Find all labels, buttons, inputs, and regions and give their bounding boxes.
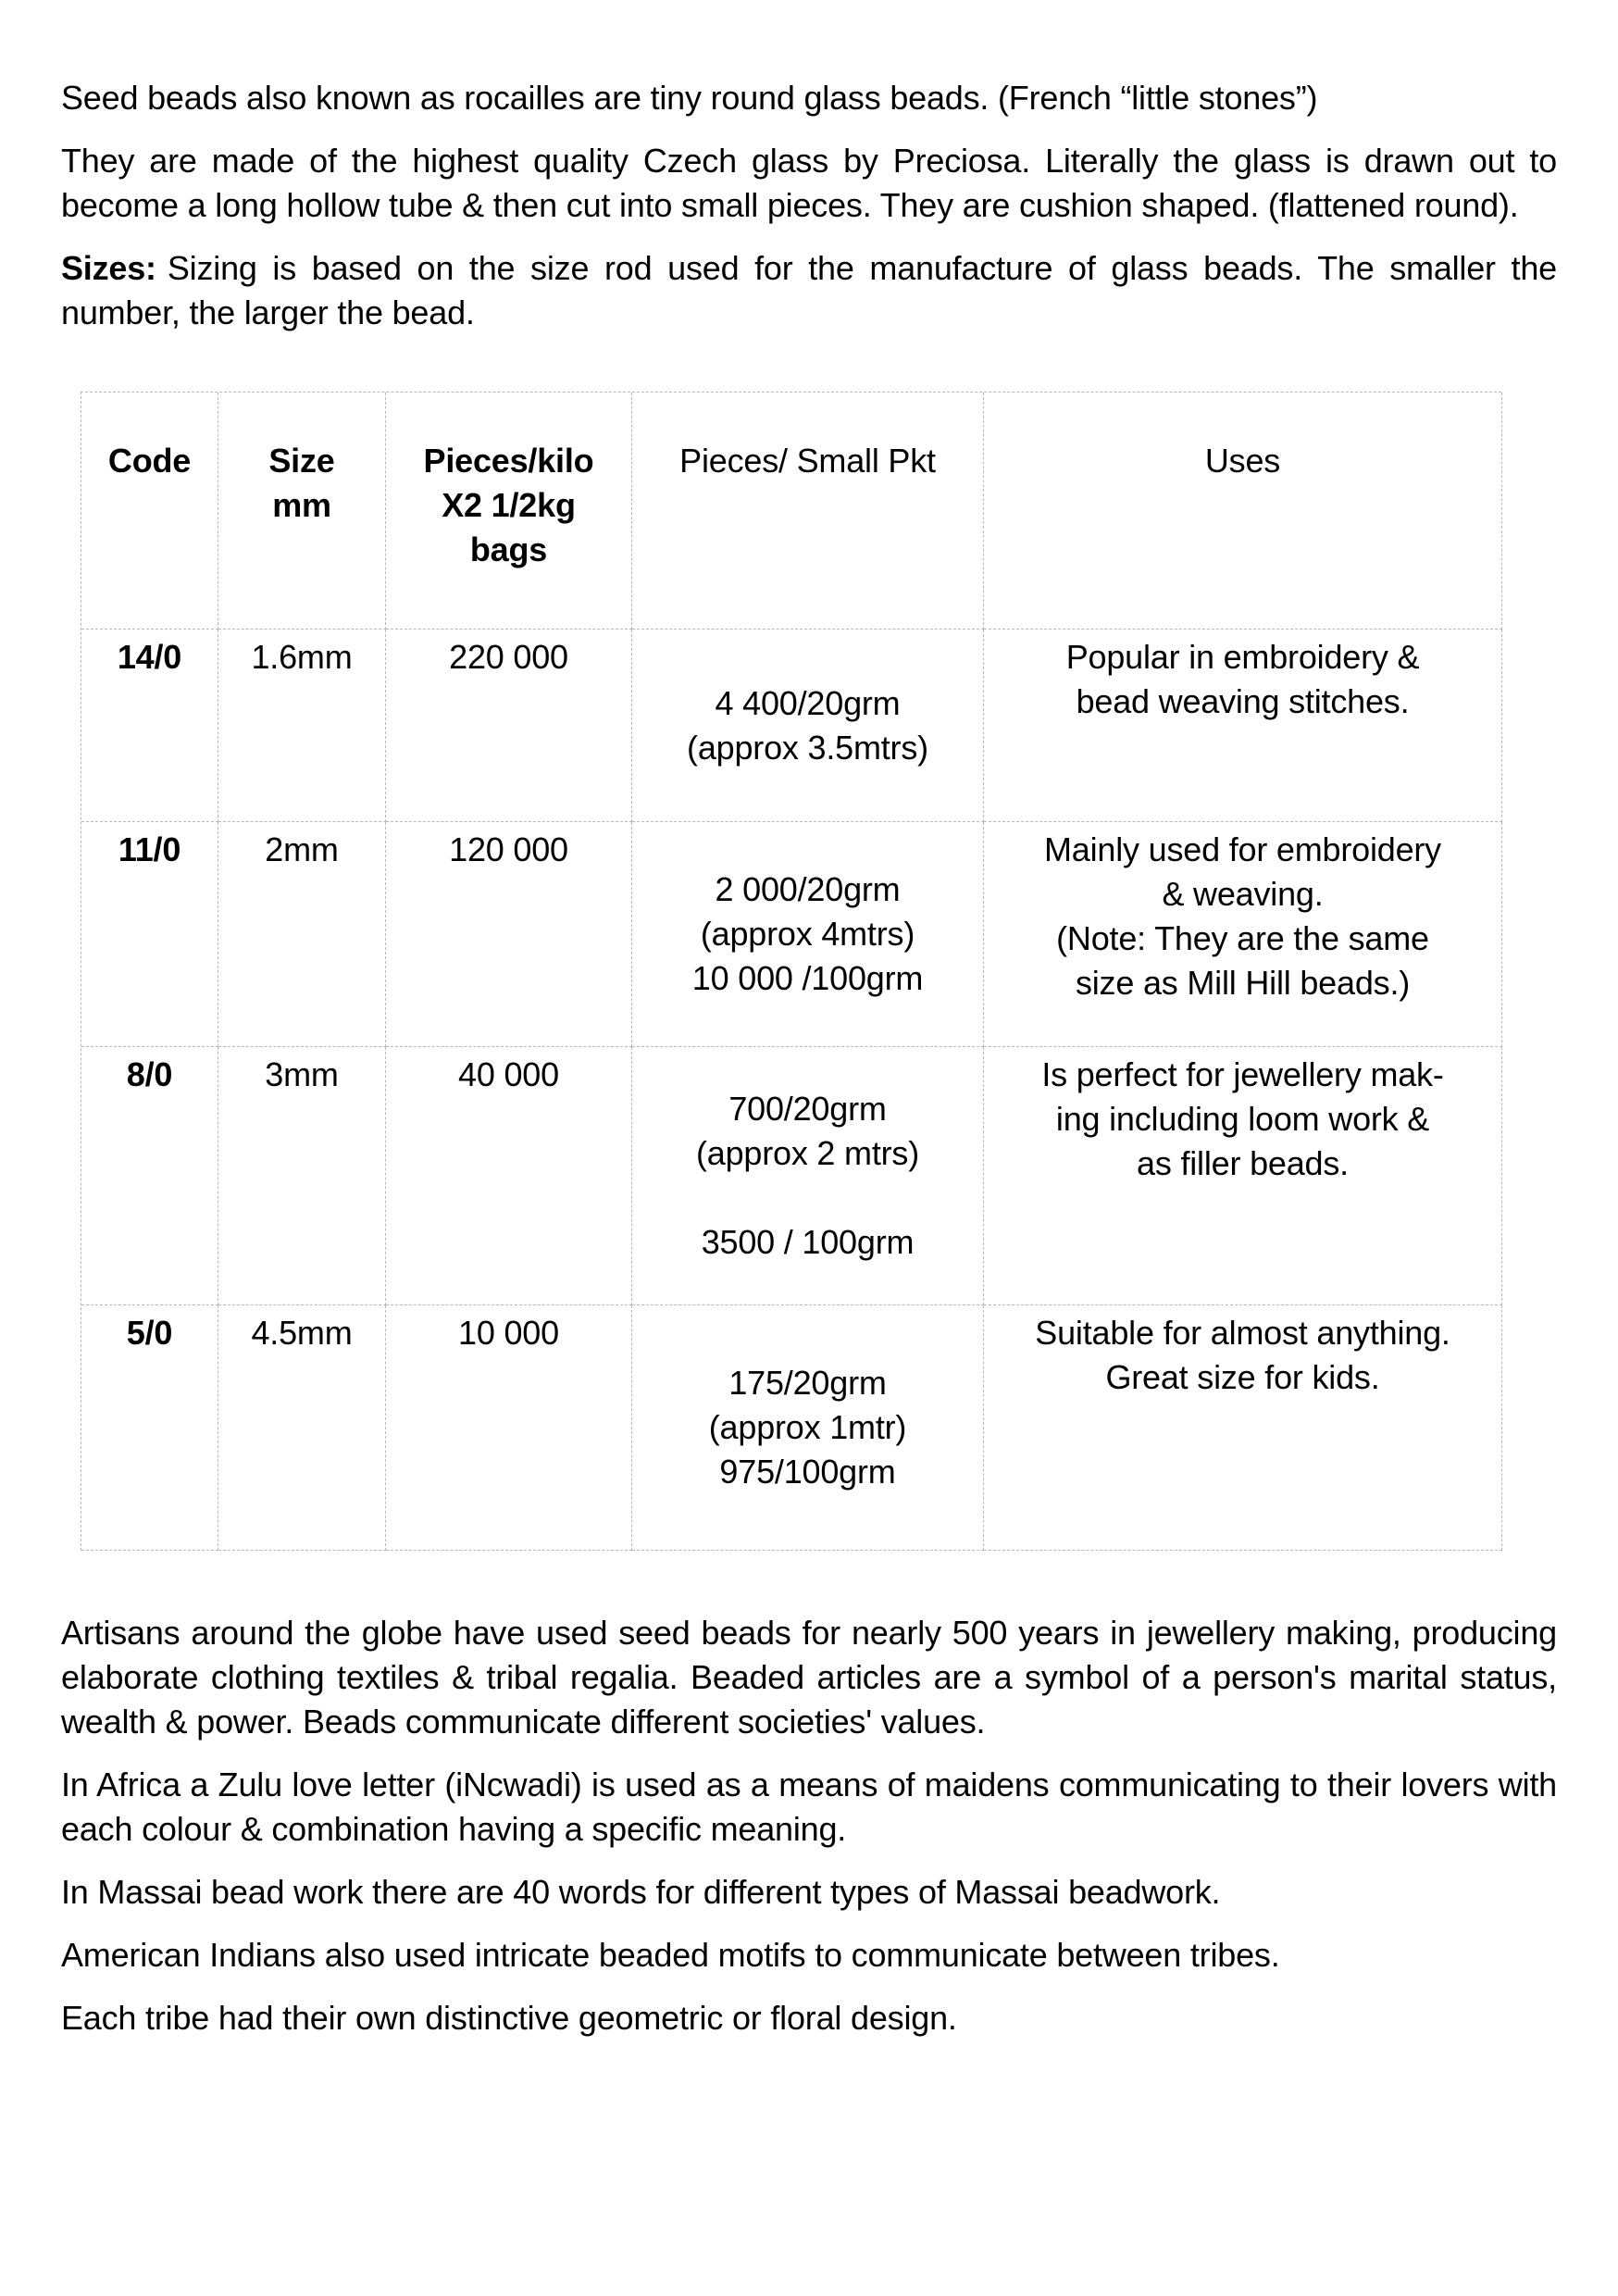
cell-size-11-0: 2mm	[218, 822, 386, 1047]
cell-uses-14-0	[984, 630, 1502, 822]
small-pkt-line: 175/20grm	[728, 1364, 887, 1402]
cell-code-8-0: 8/0	[81, 1047, 218, 1305]
bead-size-table	[81, 392, 1501, 1551]
intro-paragraph-1: Seed beads also known as rocailles are tiny round glass beads. (French “little stones”)	[61, 79, 1318, 117]
outro-paragraph-1: Artisans around the globe have used seed beads for nearly 500 years in jewellery making, producing elaborate clothing textiles & tribal regalia. Beaded articles are a symbol of a person's marital status, wealth & power. Beads communicate different societies' values.	[61, 1614, 1557, 1741]
cell-code-14-0: 14/0	[81, 630, 218, 822]
header-code-label: Code	[107, 442, 192, 480]
uses-line: (Note: They are the same	[1056, 919, 1429, 957]
uses-line: bead weaving stitches.	[1076, 682, 1410, 720]
uses-line: Suitable for almost anything.	[1035, 1314, 1450, 1352]
header-uses	[984, 393, 1502, 630]
header-pieces-kilo	[386, 393, 632, 630]
outro-paragraph-3: In Massai bead work there are 40 words for different types of Massai beadwork.	[61, 1873, 1221, 1911]
small-pkt-line: 10 000 /100grm	[691, 959, 924, 997]
cell-pieces-kilo-14-0: 220 000	[386, 630, 632, 822]
intro-paragraph-2: They are made of the highest quality Czech glass by Preciosa. Literally the glass is drawn out to become a long hollow tube & then cut into small pieces. They are cushion shaped. (flattened round).	[61, 142, 1557, 224]
uses-line: Great size for kids.	[1105, 1358, 1380, 1396]
uses-line: Popular in embroidery &	[1065, 638, 1420, 676]
sizes-label: Sizes:	[61, 249, 156, 287]
cell-pieces-kilo-8-0: 40 000	[386, 1047, 632, 1305]
cell-size-8-0: 3mm	[218, 1047, 386, 1305]
uses-line: Is perfect for jewellery mak-	[1041, 1055, 1444, 1093]
cell-small-pkt-5-0	[632, 1305, 984, 1551]
header-small-pkt	[632, 393, 984, 630]
cell-small-pkt-14-0	[632, 630, 984, 822]
small-pkt-line: 2 000/20grm	[715, 870, 901, 908]
uses-line: as filler beads.	[1137, 1144, 1349, 1182]
small-pkt-line: (approx 3.5mtrs)	[687, 728, 928, 767]
header-small-pkt-label: Pieces/ Small Pkt	[679, 442, 936, 480]
small-pkt-line	[632, 1176, 983, 1220]
outro-paragraph-4: American Indians also used intricate beaded motifs to communicate between tribes.	[61, 1936, 1280, 1974]
small-pkt-line: (approx 2 mtrs)	[695, 1134, 920, 1172]
cell-uses-11-0	[984, 822, 1502, 1047]
small-pkt-line: (approx 4mtrs)	[700, 915, 915, 953]
small-pkt-line: 975/100grm	[719, 1453, 896, 1491]
sizes-text: Sizing is based on the size rod used for the manufacture of glass beads. The smaller the number, the larger the bead.	[61, 249, 1557, 331]
cell-small-pkt-11-0	[632, 822, 984, 1047]
small-pkt-line: 4 400/20grm	[715, 683, 901, 722]
outro-paragraph-2: In Africa a Zulu love letter (iNcwadi) is used as a means of maidens communicating to their lovers with each colour & combination having a specific meaning.	[61, 1766, 1557, 1848]
small-pkt-line: 700/20grm	[728, 1090, 887, 1128]
header-size	[218, 393, 386, 630]
header-size-line1: Size	[268, 442, 335, 480]
cell-pieces-kilo-11-0: 120 000	[386, 822, 632, 1047]
sizes-paragraph	[61, 246, 1557, 335]
cell-size-14-0: 1.6mm	[218, 630, 386, 822]
cell-code-5-0: 5/0	[81, 1305, 218, 1551]
outro-paragraph-5: Each tribe had their own distinctive geometric or floral design.	[61, 1999, 957, 2037]
header-code	[81, 393, 218, 630]
cell-uses-8-0	[984, 1047, 1502, 1305]
uses-line: size as Mill Hill beads.)	[1075, 964, 1411, 1002]
cell-small-pkt-8-0	[632, 1047, 984, 1305]
header-pieces-kilo-line2: X2 1/2kg	[442, 486, 576, 524]
uses-line: Mainly used for embroidery	[1044, 830, 1441, 868]
uses-line: & weaving.	[1162, 875, 1324, 913]
small-pkt-line: 3500 / 100grm	[701, 1223, 915, 1261]
header-size-line2: mm	[272, 486, 331, 524]
cell-code-11-0: 11/0	[81, 822, 218, 1047]
cell-pieces-kilo-5-0: 10 000	[386, 1305, 632, 1551]
cell-size-5-0: 4.5mm	[218, 1305, 386, 1551]
uses-line: ing including loom work &	[1055, 1100, 1430, 1138]
header-pieces-kilo-line1: Pieces/kilo	[423, 442, 594, 480]
header-pieces-kilo-line3: bags	[469, 530, 548, 568]
small-pkt-line: (approx 1mtr)	[708, 1408, 907, 1446]
cell-uses-5-0	[984, 1305, 1502, 1551]
header-uses-label: Uses	[1204, 442, 1281, 480]
